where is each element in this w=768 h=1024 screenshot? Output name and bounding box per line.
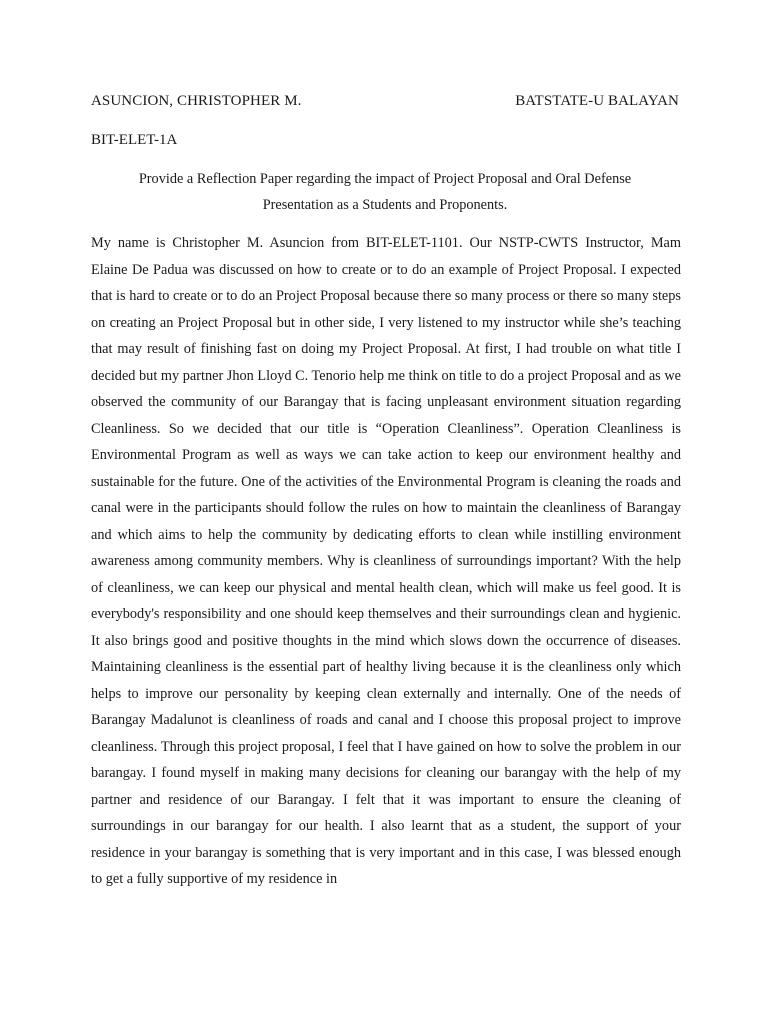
institution-name: BATSTATE-U BALAYAN	[515, 93, 679, 109]
reflection-body: My name is Christopher M. Asuncion from BIT-ELET-1101. Our NSTP-CWTS Instructor, Mam Elaine De Padua was discussed on how to create or to do an example of Project Proposal. I expected that is hard to create or to do an Project Proposal because there so many process or there so many steps on creating an Project Proposal but in other side, I very listened to my instructor while she’s teaching that may result of finishing fast on doing my Project Proposal. At first, I had trouble on what title I decided but my partner Jhon Lloyd C. Tenorio help me think on title to do a project Proposal and as we observed the community of our Barangay that is facing unpleasant environment situation regarding Cleanliness. So we decided that our title is “Operation Cleanliness”. Operation Cleanliness is Environmental Program as well as ways we can take action to keep our environment healthy and sustainable for the future. One of the activities of the Environmental Program is cleaning the roads and canal were in the participants should follow the rules on how to maintain the cleanliness of Barangay and which aims to help the community by dedicating efforts to clean while instilling environment awareness among community members. Why is cleanliness of surroundings important? With the help of cleanliness, we can keep our physical and mental health clean, which will make us feel good. It is everybody's responsibility and one should keep themselves and their surroundings clean and hygienic. It also brings good and positive thoughts in the mind which slows down the occurrence of diseases. Maintaining cleanliness is the essential part of healthy living because it is the cleanliness only which helps to improve our personality by keeping clean externally and internally. One of the needs of Barangay Madalunot is cleanliness of roads and canal and I choose this proposal project to improve cleanliness. Through this project proposal, I feel that I have gained on how to solve the problem in our barangay. I found myself in making many decisions for cleaning our barangay with the help of my partner and residence of our Barangay. I felt that it was important to ensure the cleaning of surroundings in our barangay for our health. I also learnt that as a student, the support of your residence in your barangay is something that is very important and in this case, I was blessed enough to get a fully supportive of my residence in	[91, 235, 681, 887]
section-code: BIT-ELET-1A	[91, 132, 178, 148]
author-name: ASUNCION, CHRISTOPHER M.	[91, 93, 302, 109]
prompt-line-1: Provide a Reflection Paper regarding the impact of Project Proposal and Oral Defense	[138, 171, 632, 187]
document-header	[91, 93, 679, 115]
assignment-prompt	[91, 166, 679, 218]
prompt-line-2: Presentation as a Students and Proponents.	[262, 197, 508, 213]
